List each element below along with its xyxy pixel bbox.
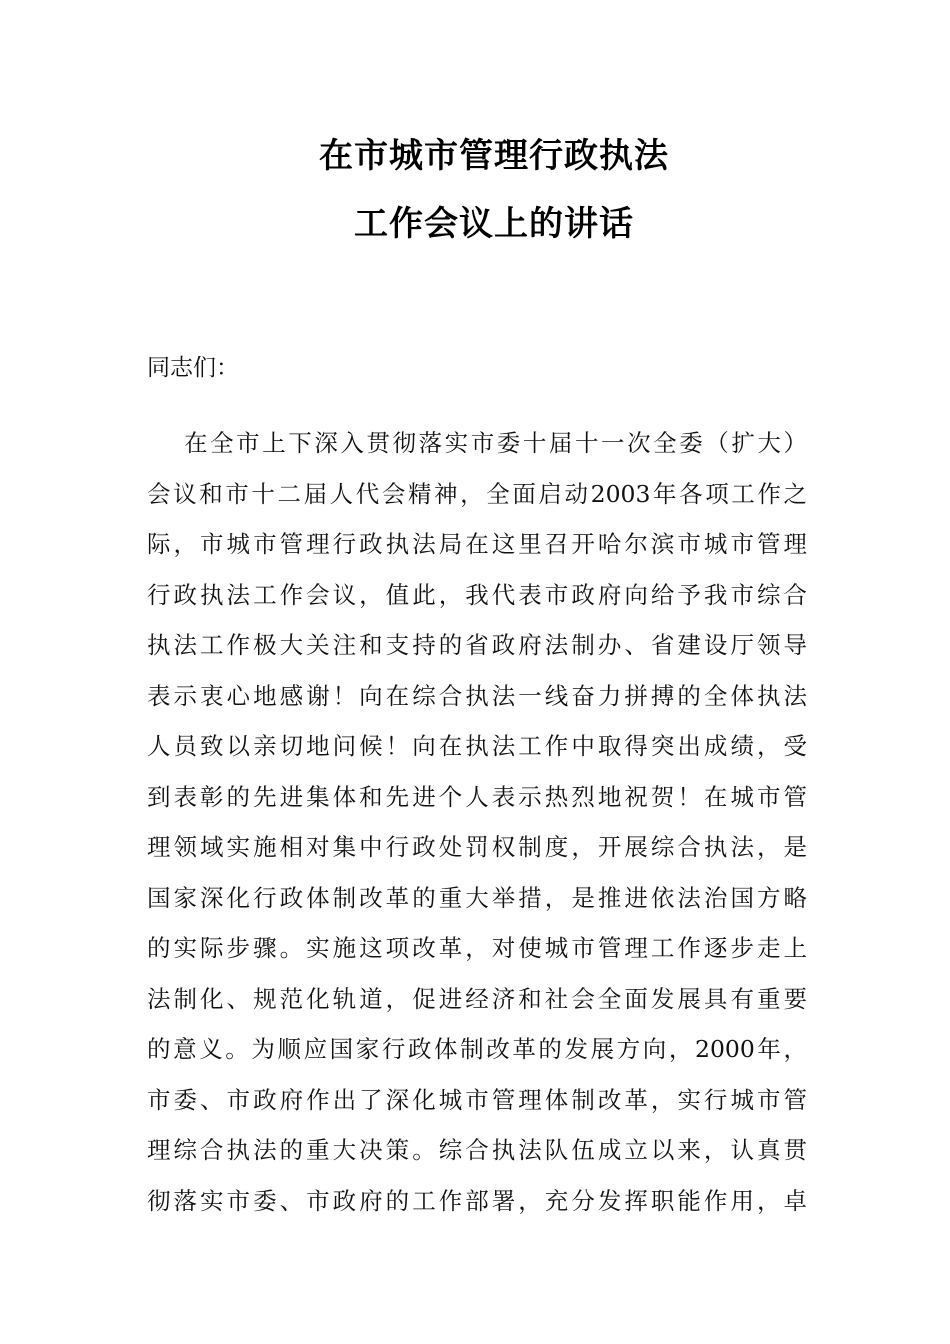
- body-line: 表示衷心地感谢！向在综合执法一线奋力拼搏的全体执法: [147, 681, 807, 710]
- body-line: 国家深化行政体制改革的重大举措，是推进依法治国方略: [147, 883, 807, 912]
- body-line: 理领域实施相对集中行政处罚权制度，开展综合执法，是: [147, 833, 807, 861]
- body-line: 彻落实市委、市政府的工作部署，充分发挥职能作用，卓: [147, 1186, 807, 1215]
- body-line: 行政执法工作会议，值此，我代表市政府向给予我市综合: [147, 580, 807, 609]
- body-paragraph: [147, 418, 807, 1226]
- title-line-2: 工作会议上的讲话: [354, 204, 634, 244]
- body-line: 人员致以亲切地问候！向在执法工作中取得突出成绩，受: [147, 732, 807, 760]
- body-line: 执法工作极大关注和支持的省政府法制办、省建设厅领导: [147, 631, 807, 659]
- body-line: 的意义。为顺应国家行政体制改革的发展方向，2000年，: [147, 1035, 807, 1063]
- document-title: [0, 122, 950, 258]
- body-line: 法制化、规范化轨道，促进经济和社会全面发展具有重要: [147, 984, 807, 1013]
- title-line-1: 在市城市管理行政执法: [319, 136, 669, 176]
- body-line: 的实际步骤。实施这项改革，对使城市管理工作逐步走上: [147, 934, 807, 962]
- body-line: 际，市城市管理行政执法局在这里召开哈尔滨市城市管理: [147, 530, 807, 558]
- body-line: 在全市上下深入贯彻落实市委十届十一次全委（扩大）: [184, 429, 807, 457]
- body-line: 理综合执法的重大决策。综合执法队伍成立以来，认真贯: [147, 1136, 807, 1164]
- body-line: 市委、市政府作出了深化城市管理体制改革，实行城市管: [147, 1085, 807, 1114]
- salutation: 同志们：: [147, 355, 239, 381]
- body-line: 会议和市十二届人代会精神，全面启动2003年各项工作之: [147, 479, 807, 508]
- body-line: 到表彰的先进集体和先进个人表示热烈地祝贺！在城市管: [147, 782, 807, 811]
